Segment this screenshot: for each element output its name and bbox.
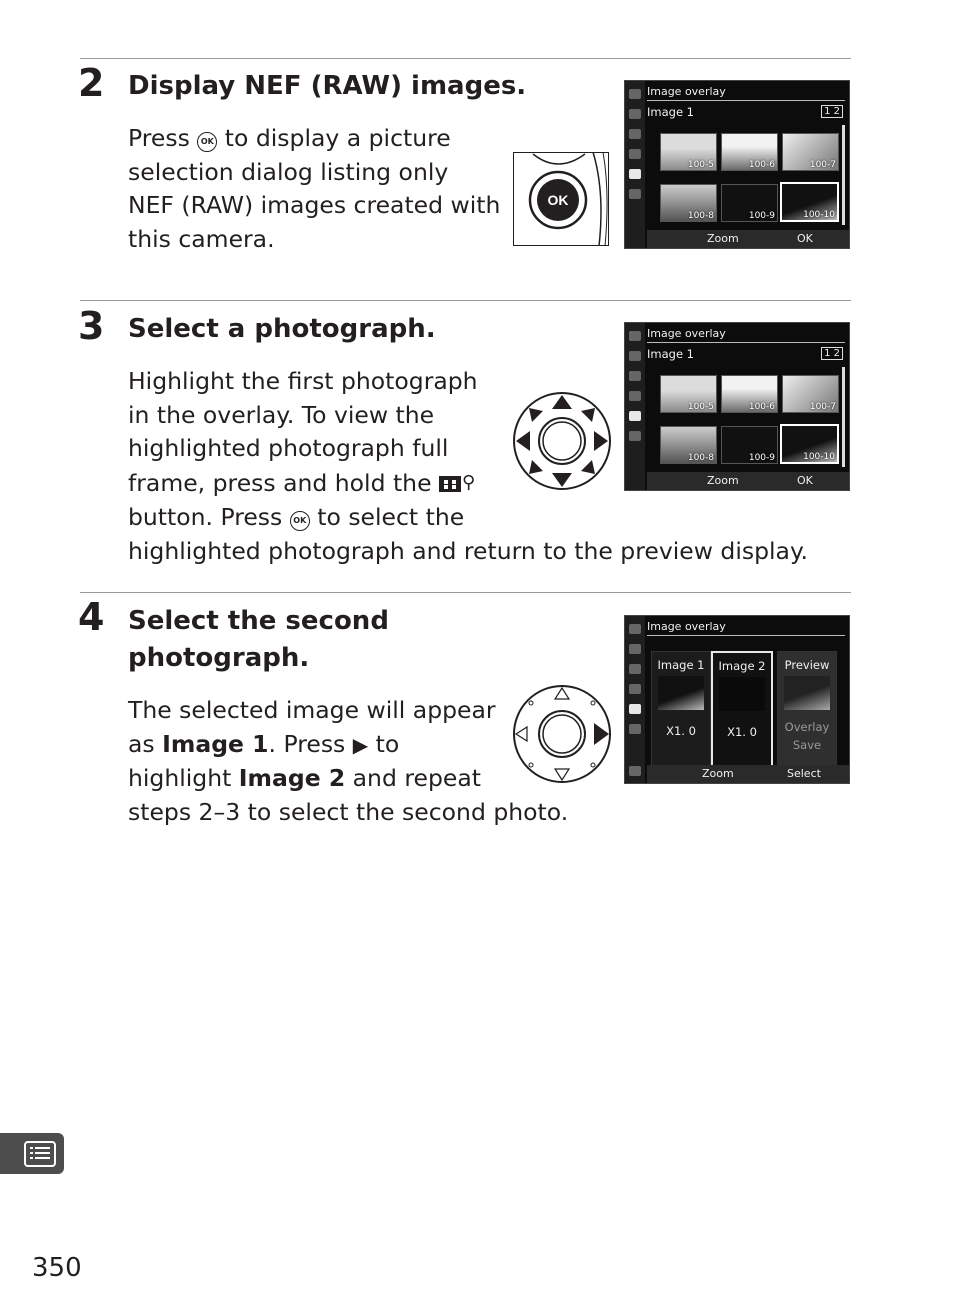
step-title: Select a photograph. [128,314,436,344]
thumbnail: 100-5 [660,375,717,413]
retouch-menu-tab [0,1133,64,1174]
menu-tabs [625,323,645,490]
screen-footer: Zoom Select [647,765,849,783]
preview-panel: Preview Overlay Save [777,651,837,769]
zoom-out-thumbnail-icon [439,476,461,492]
thumbnail: 100-9 [721,426,778,464]
screen-subtitle: Image 1 [647,347,694,361]
screen-title: Image overlay [647,85,726,98]
image1-panel: Image 1 X1. 0 [651,651,711,769]
camera-screen-overlay-panels [624,615,850,784]
ok-button-icon: OK [290,511,310,531]
menu-tabs [625,616,645,783]
menu-list-icon [24,1141,56,1167]
ok-button-illustration [513,152,609,248]
page-indicator: 1 2 [821,105,843,118]
thumbnail-selected: 100-10 [780,424,839,464]
step-body: The selected image will appear as Image 1. Press ▶ to highlight Image 2 and repeat steps 2–3 to select the second photo. [128,696,569,827]
ok-button-icon: OK [197,132,217,152]
step-number: 4 [78,595,105,639]
image2-panel-selected: Image 2 X1. 0 [711,651,773,771]
screen-footer: Zoom OK [647,230,849,248]
screen-title: Image overlay [647,620,726,633]
section-rule [80,592,851,593]
section-rule [80,58,851,59]
page-indicator: 1 2 [821,347,843,360]
screen-subtitle: Image 1 [647,105,694,119]
thumbnail: 100-6 [721,375,778,413]
magnifier-icon: ⚲ [462,472,476,494]
multi-selector-right-illustration [512,684,612,784]
thumbnail: 100-8 [660,184,717,222]
step-body: Highlight the first photograph in the overlay. To view the highlighted photograph full frame, press and hold the ⚲ button. Press OK to select the highlighted photograph and return to the preview display. [128,367,808,565]
step-number: 3 [78,304,105,348]
step-title: Display NEF (RAW) images. [128,71,527,101]
step-number: 2 [78,61,105,105]
camera-screen-overlay-list [624,322,850,491]
step-title: Select the second photograph. [128,606,389,673]
step-body: Press OK to display a picture selection dialog listing only NEF (RAW) images created with this camera. [128,124,501,254]
right-arrow-icon: ▶ [352,732,369,757]
screen-footer: Zoom OK [647,472,849,490]
thumbnail: 100-5 [660,133,717,171]
page-number: 350 [32,1253,82,1283]
thumbnail: 100-7 [782,375,839,413]
multi-selector-all-directions-illustration [512,391,612,491]
menu-tabs [625,81,645,248]
thumbnail: 100-9 [721,184,778,222]
camera-screen-overlay-list [624,80,850,249]
section-rule [80,300,851,301]
thumbnail-selected: 100-10 [780,182,839,222]
ok-label: OK [547,192,569,208]
thumbnail: 100-6 [721,133,778,171]
screen-title: Image overlay [647,327,726,340]
thumbnail: 100-8 [660,426,717,464]
thumbnail: 100-7 [782,133,839,171]
